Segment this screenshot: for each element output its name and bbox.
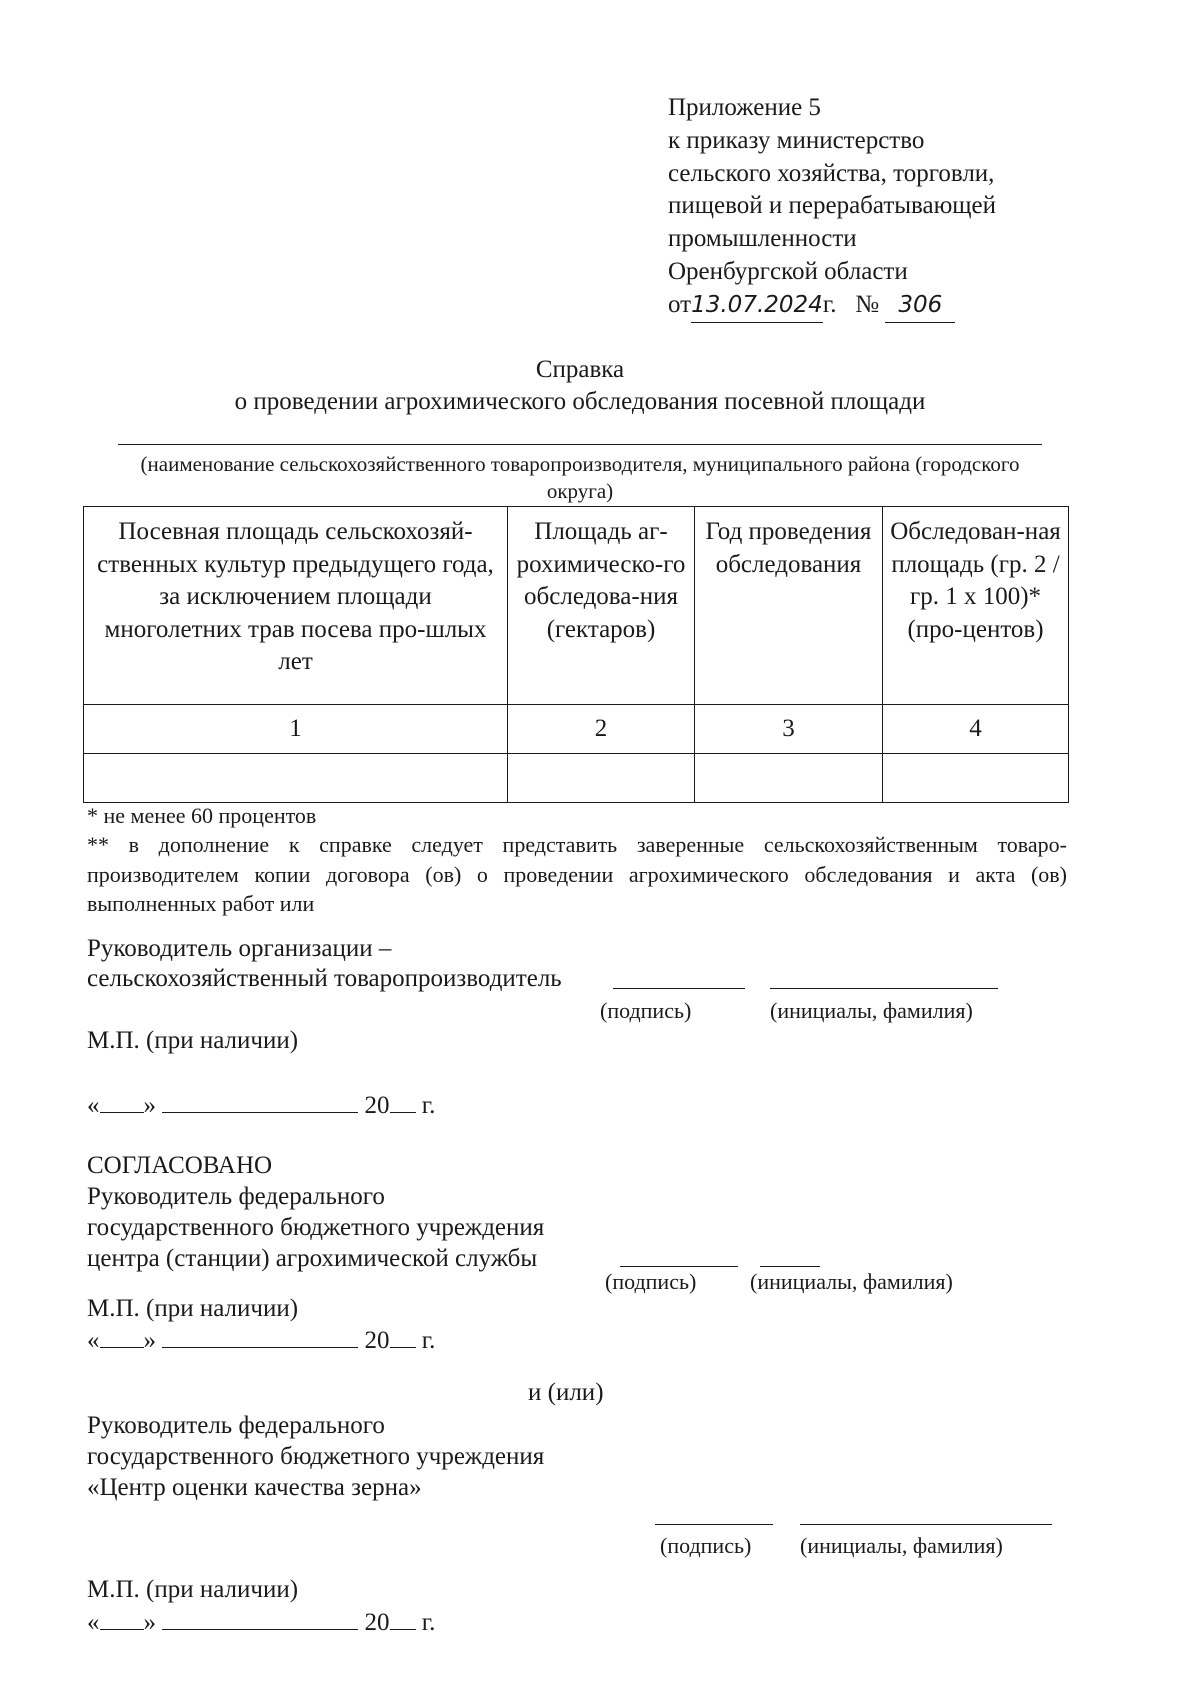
date-quote-close: » <box>143 1092 156 1119</box>
producer-signature-caption: (подпись) <box>600 998 692 1023</box>
table-header-cell: Обследован-ная площадь (гр. 2 / гр. 1 х 100)* (про-центов) <box>883 507 1069 705</box>
date-year-suffix: г. <box>421 1092 436 1119</box>
grain-line: «Центр оценки качества зерна» <box>87 1474 422 1501</box>
agreed-date-line <box>87 1325 435 1358</box>
table-number-row <box>84 705 1069 754</box>
table-data-row <box>84 754 1069 803</box>
table-number-cell: 3 <box>695 705 883 754</box>
date-quote-open: « <box>87 1327 100 1354</box>
agreed-line: Руководитель федерального <box>87 1183 385 1210</box>
handwritten-date: 13.07.2024 <box>691 289 823 323</box>
grain-signature-caption: (подпись) <box>660 1533 752 1558</box>
document-subtitle: о проведении агрохимического обследования посевной площади <box>234 388 926 415</box>
grain-date-line <box>87 1607 435 1640</box>
appendix-line: промышленности <box>668 225 857 253</box>
agreed-line: центра (станции) агрохимической службы <box>87 1245 538 1272</box>
date-quote-open: « <box>87 1609 100 1636</box>
table-header-cell: Площадь аг-рохимическо-го обследова-ния (гектаров) <box>508 507 695 705</box>
appendix-line: к приказу министерство <box>668 126 925 154</box>
agreed-stamp: М.П. (при наличии) <box>87 1295 299 1322</box>
agreed-initials-line[interactable] <box>760 1244 820 1267</box>
day-blank[interactable] <box>100 1325 144 1348</box>
date-year-prefix: 20 <box>364 1327 390 1354</box>
producer-initials-caption: (инициалы, фамилия) <box>770 998 973 1023</box>
date-year-prefix: 20 <box>364 1092 390 1119</box>
date-quote-close: » <box>143 1609 156 1636</box>
year-blank[interactable] <box>390 1090 416 1113</box>
year-blank[interactable] <box>390 1325 416 1348</box>
table-empty-cell[interactable] <box>883 754 1069 803</box>
table-header-cell: Посевная площадь сельскохозяй-ственных культур предыдущего года, за исключением площади многолетних трав посева про-шлых лет <box>84 507 508 705</box>
agreed-signature-line[interactable] <box>620 1244 738 1267</box>
footnote-2: ** в дополнение к справке следует представить заверенные сельскохозяйственным товаро-производителем копии договора (ов) о проведении агрохимического обследования и акта (ов) выполненных работ или <box>87 832 1067 916</box>
year-blank[interactable] <box>390 1607 416 1630</box>
producer-signature-line[interactable] <box>613 966 745 989</box>
agreed-signature-caption: (подпись) <box>605 1269 697 1294</box>
day-blank[interactable] <box>100 1090 144 1113</box>
grain-stamp: М.П. (при наличии) <box>87 1576 299 1603</box>
agreed-initials-caption: (инициалы, фамилия) <box>750 1269 953 1294</box>
survey-table <box>83 506 1069 803</box>
footnote-1: * не менее 60 процентов <box>87 803 317 828</box>
producer-name-caption: (наименование сельскохозяйственного товаропроизводителя, муниципального района (городского округа) <box>140 452 1020 503</box>
month-blank[interactable] <box>162 1607 358 1630</box>
grain-line: Руководитель федерального <box>87 1412 385 1439</box>
date-quote-close: » <box>143 1327 156 1354</box>
table-empty-cell[interactable] <box>695 754 883 803</box>
table-empty-cell[interactable] <box>508 754 695 803</box>
date-prefix: от <box>668 290 692 318</box>
appendix-line: пищевой и перерабатывающей <box>668 192 997 220</box>
grain-initials-line[interactable] <box>800 1502 1052 1525</box>
table-header-row <box>84 507 1069 705</box>
table-number-cell: 2 <box>508 705 695 754</box>
producer-name-line <box>118 444 1042 445</box>
date-year-prefix: 20 <box>364 1609 390 1636</box>
producer-head-line1: Руководитель организации – <box>87 935 392 962</box>
document-title: Справка <box>535 356 625 383</box>
producer-head-line2: сельскохозяйственный товаропроизводитель <box>87 965 562 992</box>
table-empty-cell[interactable] <box>84 754 508 803</box>
month-blank[interactable] <box>162 1090 358 1113</box>
agreed-heading: СОГЛАСОВАНО <box>87 1152 273 1179</box>
grain-signature-line[interactable] <box>655 1502 773 1525</box>
date-year-suffix: г. <box>421 1327 436 1354</box>
day-blank[interactable] <box>100 1607 144 1630</box>
table-number-cell: 4 <box>883 705 1069 754</box>
producer-date-line <box>87 1090 435 1123</box>
appendix-block <box>668 92 996 323</box>
date-year-suffix: г. <box>421 1609 436 1636</box>
appendix-line: Приложение 5 <box>668 94 821 121</box>
appendix-date-line <box>668 289 996 323</box>
date-quote-open: « <box>87 1092 100 1119</box>
date-suffix: г. <box>822 290 837 318</box>
table-header-cell: Год проведения обследования <box>695 507 883 705</box>
grain-line: государственного бюджетного учреждения <box>87 1443 545 1470</box>
grain-initials-caption: (инициалы, фамилия) <box>800 1533 1003 1558</box>
producer-initials-line[interactable] <box>770 966 998 989</box>
handwritten-number: 306 <box>885 289 955 323</box>
month-blank[interactable] <box>162 1325 358 1348</box>
appendix-line: сельского хозяйства, торговли, <box>668 159 995 187</box>
table-number-cell: 1 <box>84 705 508 754</box>
number-label: № <box>855 290 880 318</box>
producer-stamp: М.П. (при наличии) <box>87 1027 299 1054</box>
appendix-line: Оренбургской области <box>668 257 908 285</box>
alt-connector: и (или) <box>528 1379 604 1406</box>
agreed-line: государственного бюджетного учреждения <box>87 1214 545 1241</box>
